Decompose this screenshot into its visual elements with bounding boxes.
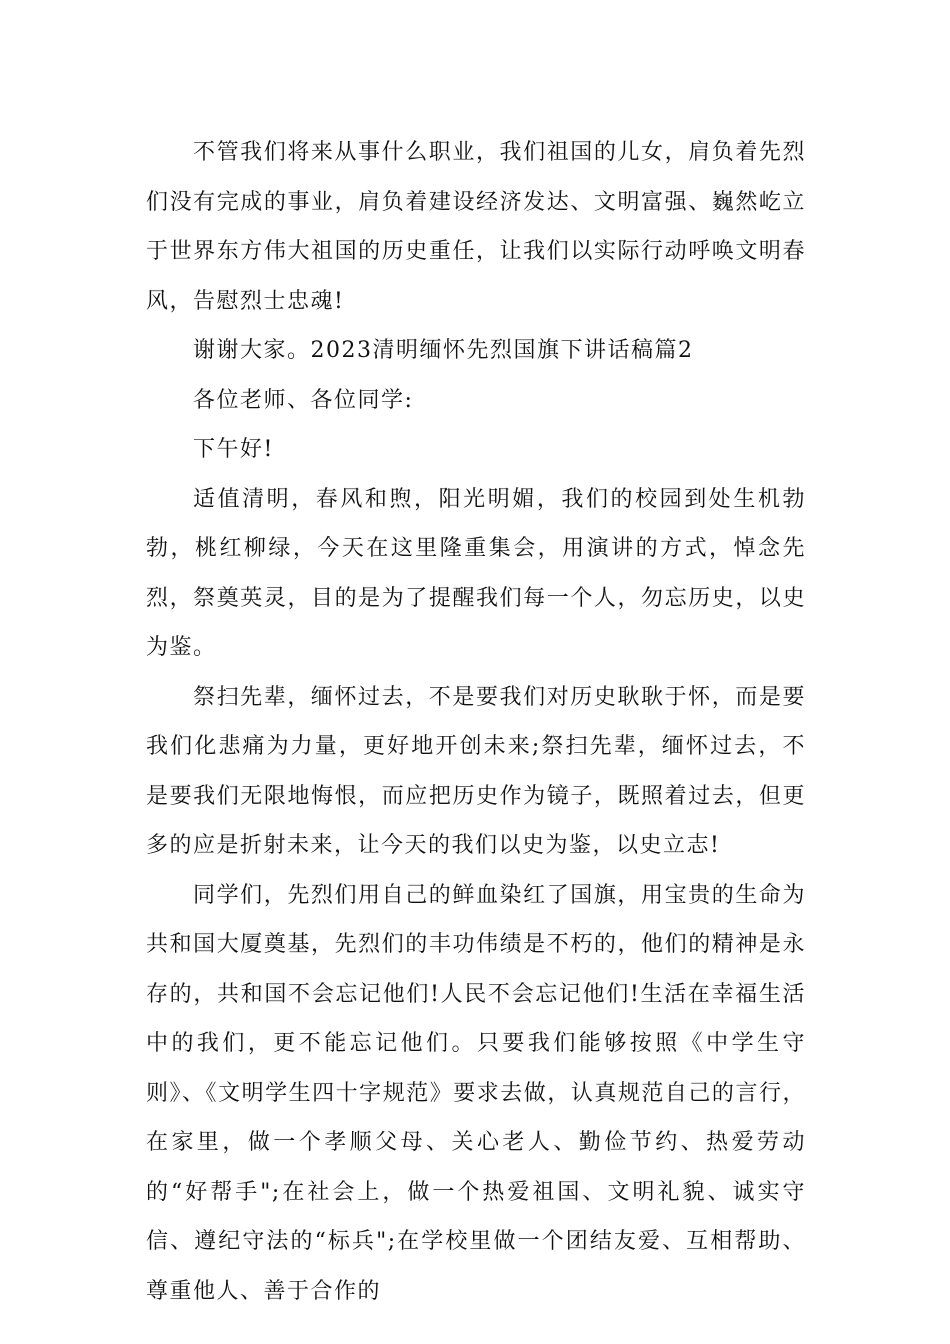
paragraph-closing-appeal: 不管我们将来从事什么职业，我们祖国的儿女，肩负着先烈们没有完成的事业，肩负着建设经济发达、文明富强、巍然屹立于世界东方伟大祖国的历史重任，让我们以实际行动呼唤文明春风，告慰烈士忠魂! <box>146 140 806 314</box>
paragraph-thanks-and-title: 谢谢大家。2023清明缅怀先烈国旗下讲话稿篇2 <box>193 338 694 363</box>
document-body <box>146 128 806 1316</box>
paragraph-martyrs: 同学们，先烈们用自己的鲜血染红了国旗，用宝贵的生命为共和国大厦奠基，先烈们的丰功伟绩是不朽的，他们的精神是永存的，共和国不会忘记他们!人民不会忘记他们!生活在幸福生活中的我们，更不能忘记他们。只要我们能够按照《中学生守则》、《文明学生四十字规范》要求去做，认真规范自己的言行，在家里，做一个孝顺父母、关心老人、勤俭节约、热爱劳动的“好帮手";在社会上，做一个热爱祖国、文明礼貌、诚实守信、遵纪守法的“标兵";在学校里做一个团结友爱、互相帮助、尊重他人、善于合作的 <box>146 882 806 1304</box>
paragraph-greeting: 下午好! <box>193 437 274 462</box>
paragraph-salutation: 各位老师、各位同学: <box>193 387 414 413</box>
paragraph-qingming-intro: 适值清明，春风和煦，阳光明媚，我们的校园到处生机勃勃，桃红柳绿，今天在这里隆重集会，用演讲的方式，悼念先烈，祭奠英灵，目的是为了提醒我们每一个人，勿忘历史，以史为鉴。 <box>146 486 806 660</box>
paragraph-remembrance: 祭扫先辈，缅怀过去，不是要我们对历史耿耿于怀，而是要我们化悲痛为力量，更好地开创未来;祭扫先辈，缅怀过去，不是要我们无限地悔恨，而应把历史作为镜子，既照着过去，但更多的应是折射未来，让今天的我们以史为鉴，以史立志! <box>146 684 806 858</box>
